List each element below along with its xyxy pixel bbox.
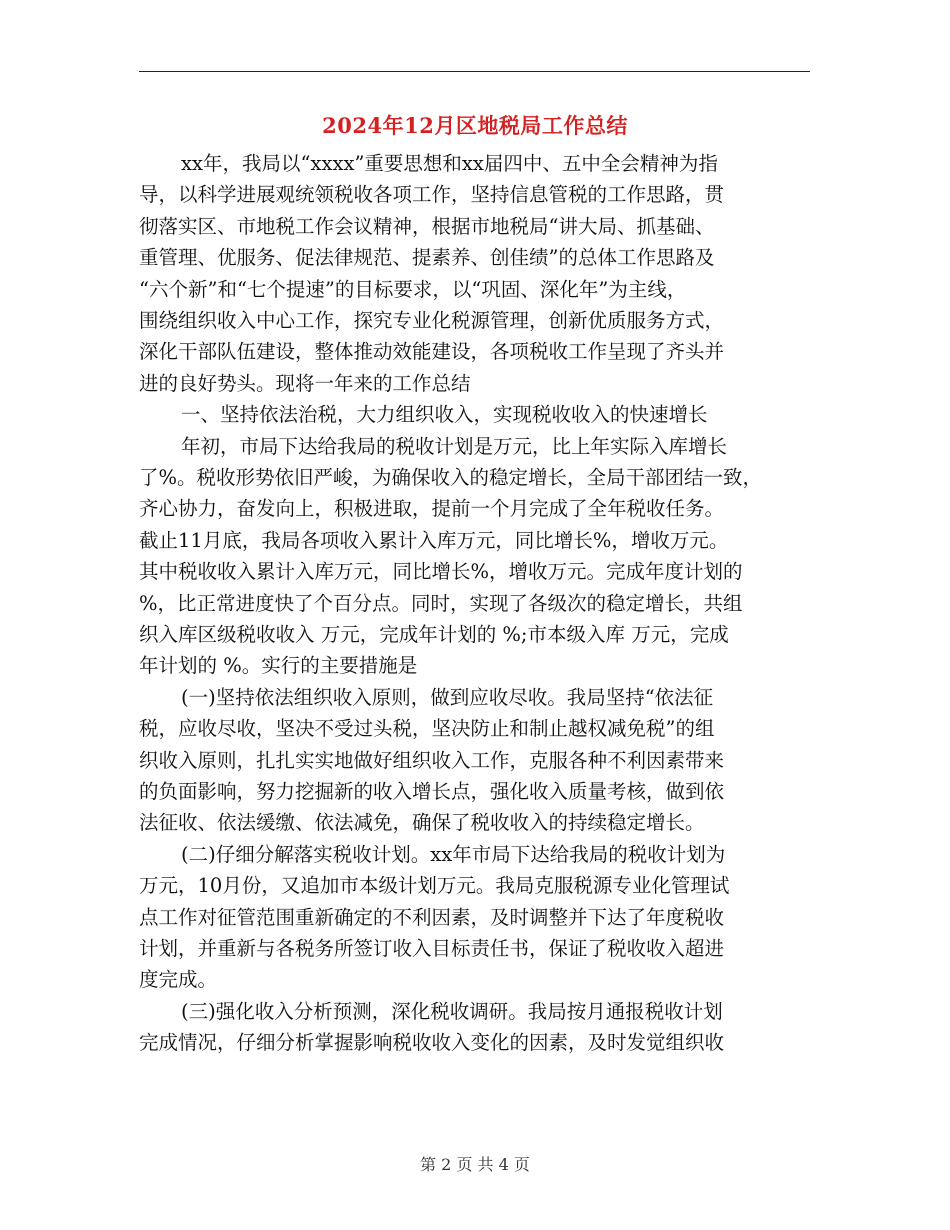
body-line: (二)仔细分解落实税收计划。xx年市局下达给我局的税收计划为 (181, 842, 726, 866)
body-line: 一、坚持依法治税，大力组织收入，实现税收收入的快速增长 (181, 403, 708, 427)
body-line: 进的良好势头。现将一年来的工作总结 (139, 371, 471, 395)
body-line: 围绕组织收入中心工作，探究专业化税源管理，创新优质服务方式， (139, 309, 725, 332)
body-line: xx年，我局以“xxxx”重要思想和xx届四中、五中全会精神为指 (181, 152, 718, 175)
header-rule (139, 71, 810, 72)
body-line: (一)坚持依法组织收入原则，做到应收尽收。我局坚持“依法征 (181, 685, 714, 709)
body-line: 织收入原则，扎扎实实地做好组织收入工作，克服各种不利因素带来 (139, 748, 725, 772)
body-line: 了%。税收形势依旧严峻，为确保收入的稳定增长，全局干部团结一致， (139, 466, 763, 489)
body-line: 完成情况，仔细分析掌握影响税收收入变化的因素，及时发觉组织收 (139, 1031, 725, 1055)
body-line: 深化干部队伍建设，整体推动效能建设，各项税收工作呈现了齐头并 (139, 340, 725, 364)
body-line: “六个新”和“七个提速”的目标要求，以“巩固、深化年”为主线， (139, 277, 687, 301)
body-line: 其中税收收入累计入库万元，同比增长%，增收万元。完成年度计划的 (139, 560, 743, 584)
body-line: 的负面影响，努力挖掘新的收入增长点，强化收入质量考核，做到依 (139, 780, 725, 803)
body-line: 导，以科学进展观统领税收各项工作，坚持信息管税的工作思路，贯 (139, 183, 725, 207)
page-number: 第 2 页 共 4 页 (420, 1155, 530, 1174)
body-line: 税，应收尽收，坚决不受过头税，坚决防止和制止越权减免税”的组 (139, 717, 715, 741)
body-line: 重管理、优服务、促法律规范、提素养、创佳绩”的总体工作思路及 (139, 246, 715, 270)
body-line: 织入库区级税收收入 万元，完成年计划的 %;市本级入库 万元，完成 (139, 623, 729, 646)
body-line: 度完成。 (139, 968, 218, 992)
body-line: 年初，市局下达给我局的税收计划是万元，比上年实际入库增长 (181, 434, 728, 458)
body-line: 计划，并重新与各税务所签订收入目标责任书，保证了税收收入超进 (139, 937, 725, 960)
body-line: 万元，10月份，又追加市本级计划万元。我局克服税源专业化管理试 (139, 874, 730, 898)
body-line: 点工作对征管范围重新确定的不利因素，及时调整并下达了年度税收 (139, 905, 725, 929)
body-line: 法征收、依法缓缴、依法减免，确保了税收收入的持续稳定增长。 (139, 811, 705, 835)
document-title: 2024年12月区地税局工作总结 (322, 113, 628, 138)
body-line: 彻落实区、市地税工作会议精神，根据市地税局“讲大局、抓基础、 (139, 214, 715, 238)
body-line: 截止11月底，我局各项收入累计入库万元，同比增长%，增收万元。 (139, 528, 729, 552)
body-line: %，比正常进度快了个百分点。同时，实现了各级次的稳定增长，共组 (139, 591, 743, 615)
body-line: 年计划的 %。实行的主要措施是 (139, 654, 418, 678)
body-line: (三)强化收入分析预测，深化税收调研。我局按月通报税收计划 (181, 999, 723, 1023)
body-line: 齐心协力，奋发向上，积极进取，提前一个月完成了全年税收任务。 (139, 497, 725, 521)
